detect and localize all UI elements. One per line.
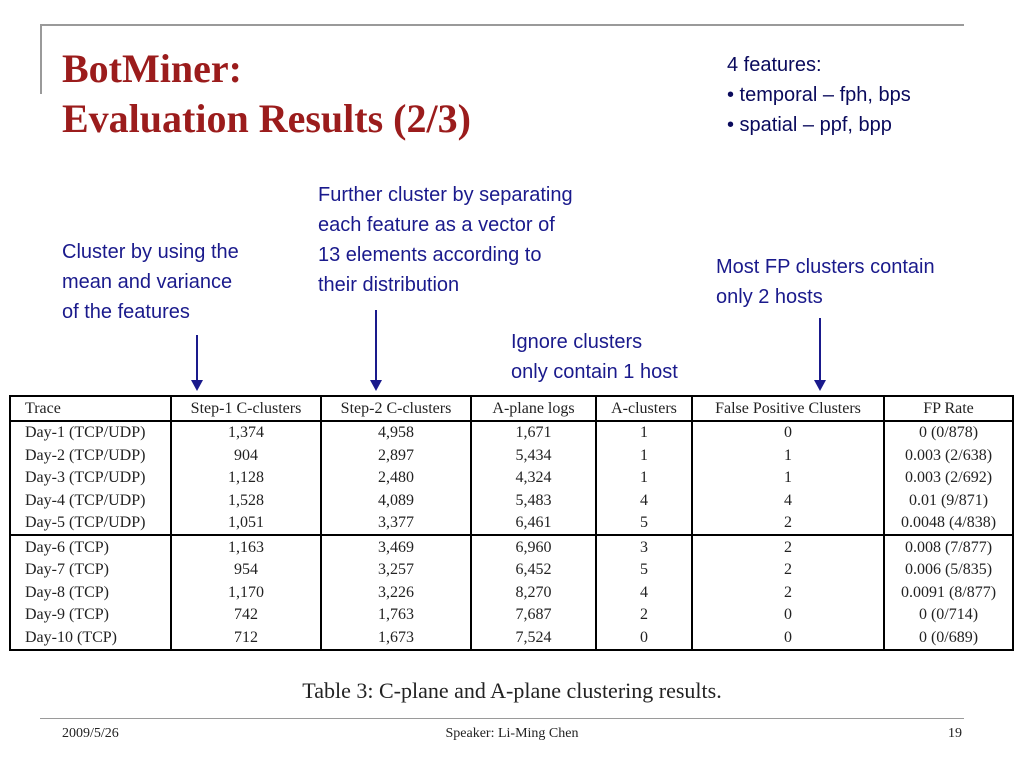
features-line: • spatial – ppf, bpp [727, 114, 892, 136]
table-cell: 0.006 (5/835) [904, 561, 993, 579]
table-cell: 1 [692, 444, 884, 467]
footer-date: 2009/5/26 [62, 726, 119, 741]
down-arrow-icon [196, 335, 198, 382]
table-cell: 4 [596, 489, 692, 512]
table-cell: 0.01 (9/871) [908, 491, 989, 509]
table-row [11, 421, 1012, 445]
table-cell: 954 [171, 559, 321, 582]
table-cell: 1,673 [321, 626, 471, 649]
table-cell: 0 (0/689) [918, 628, 979, 646]
note-line: Ignore clusters [511, 331, 643, 353]
table-cell: 0 [692, 626, 884, 649]
table-cell: 1,051 [171, 512, 321, 536]
down-arrow-icon [819, 318, 821, 382]
table-cell: 712 [171, 626, 321, 649]
frame-top-line [40, 24, 964, 26]
table-cell: 8,270 [471, 581, 596, 604]
table-cell: 2,897 [321, 444, 471, 467]
note-line: their distribution [318, 274, 460, 296]
table-cell: 1,528 [171, 489, 321, 512]
table-cell: 1 [596, 421, 692, 445]
table-cell: Day-1 (TCP/UDP) [11, 421, 171, 445]
table-row [11, 604, 1012, 627]
table-cell: 7,687 [471, 604, 596, 627]
slide-title [62, 44, 471, 144]
column-header: Trace [11, 397, 171, 421]
table-cell: 742 [171, 604, 321, 627]
column-header: Step-1 C-clusters [171, 397, 321, 421]
table-cell: 1 [692, 467, 884, 490]
table-cell: 4,324 [471, 467, 596, 490]
table-cell: 6,461 [471, 512, 596, 536]
table-row [11, 467, 1012, 490]
table-row [11, 489, 1012, 512]
table-cell: 3,257 [321, 559, 471, 582]
table-cell: 0.008 (7/877) [884, 535, 1012, 559]
note-line: mean and variance [62, 271, 233, 293]
table-cell: 3,469 [321, 535, 471, 559]
results-table-frame [9, 395, 1014, 651]
table-cell: 4 [692, 489, 884, 512]
table-row [11, 444, 1012, 467]
table-cell: 3 [596, 535, 692, 559]
column-header: A-plane logs [471, 397, 596, 421]
table-cell: 1,374 [171, 421, 321, 445]
table-cell: 5,434 [471, 444, 596, 467]
table-row [11, 512, 1012, 536]
table-row [11, 535, 1012, 559]
table-cell: Day-6 (TCP) [11, 535, 171, 559]
table-cell: 0.003 (2/638) [904, 446, 993, 464]
footer-line [40, 718, 964, 719]
table-cell: 904 [171, 444, 321, 467]
table-body [11, 421, 1012, 649]
ignore-clusters-note [511, 327, 678, 387]
table-cell: 1,128 [171, 467, 321, 490]
table-cell: Day-9 (TCP) [11, 604, 171, 627]
table-cell: 5,483 [471, 489, 596, 512]
table-cell: Day-2 (TCP/UDP) [11, 444, 171, 467]
column-header: Step-2 C-clusters [321, 397, 471, 421]
page-number: 19 [948, 726, 962, 741]
table-header-row [11, 397, 1012, 421]
table-cell: 4,089 [321, 489, 471, 512]
note-line: Cluster by using the [62, 241, 239, 263]
table-cell: 6,960 [471, 535, 596, 559]
table-cell: 0.0091 (8/877) [900, 583, 997, 601]
table-cell: 5 [596, 512, 692, 536]
title-line: Evaluation Results (2/3) [62, 96, 471, 141]
table-cell: Day-3 (TCP/UDP) [11, 467, 171, 490]
frame-left-line [40, 24, 42, 94]
note-line: of the features [62, 301, 190, 323]
table-cell: 1,163 [171, 535, 321, 559]
table-cell: 1,671 [471, 421, 596, 445]
cluster-step2-note [318, 180, 573, 300]
table-cell: Day-8 (TCP) [11, 581, 171, 604]
features-line: 4 features: [727, 54, 822, 76]
table-cell: 0 (0/878) [918, 424, 979, 442]
table-cell: 1 [596, 444, 692, 467]
column-header: False Positive Clusters [692, 397, 884, 421]
table-cell: 4 [596, 581, 692, 604]
results-table [11, 397, 1012, 649]
features-note [727, 50, 911, 140]
note-line: Further cluster by separating [318, 184, 573, 206]
table-cell: 1,170 [171, 581, 321, 604]
note-line: 13 elements according to [318, 244, 542, 266]
table-cell: 0 [692, 421, 884, 445]
table-cell: 2,480 [321, 467, 471, 490]
table-cell: 0.0048 (4/838) [900, 514, 997, 532]
down-arrow-icon [375, 310, 377, 382]
table-cell: 2 [692, 581, 884, 604]
table-cell: 1 [596, 467, 692, 490]
table-cell: 0 (0/714) [918, 606, 979, 624]
table-cell: 3,226 [321, 581, 471, 604]
table-cell: Day-7 (TCP) [11, 559, 171, 582]
table-cell: 2 [692, 559, 884, 582]
fp-clusters-note [716, 252, 935, 312]
table-cell: 0 [596, 626, 692, 649]
note-line: only contain 1 host [511, 361, 678, 383]
table-cell: 2 [596, 604, 692, 627]
table-row [11, 559, 1012, 582]
column-header: FP Rate [884, 397, 1012, 421]
table-cell: 4,958 [321, 421, 471, 445]
table-cell: 6,452 [471, 559, 596, 582]
title-line: BotMiner: [62, 46, 242, 91]
table-cell: 7,524 [471, 626, 596, 649]
cluster-step1-note [62, 237, 239, 327]
table-cell: 2 [692, 535, 884, 559]
table-cell: 5 [596, 559, 692, 582]
table-cell: 2 [692, 512, 884, 536]
note-line: only 2 hosts [716, 286, 823, 308]
table-row [11, 581, 1012, 604]
table-cell: Day-5 (TCP/UDP) [11, 512, 171, 536]
table-cell: 3,377 [321, 512, 471, 536]
note-line: Most FP clusters contain [716, 256, 935, 278]
table-row [11, 626, 1012, 649]
column-header: A-clusters [596, 397, 692, 421]
table-cell: Day-10 (TCP) [11, 626, 171, 649]
features-line: • temporal – fph, bps [727, 84, 911, 106]
note-line: each feature as a vector of [318, 214, 555, 236]
footer-speaker: Speaker: Li-Ming Chen [445, 726, 579, 741]
table-caption: Table 3: C-plane and A-plane clustering results. [302, 678, 722, 703]
table-cell: 0.003 (2/692) [904, 469, 993, 487]
table-cell: 0 [692, 604, 884, 627]
table-cell: Day-4 (TCP/UDP) [11, 489, 171, 512]
table-cell: 1,763 [321, 604, 471, 627]
